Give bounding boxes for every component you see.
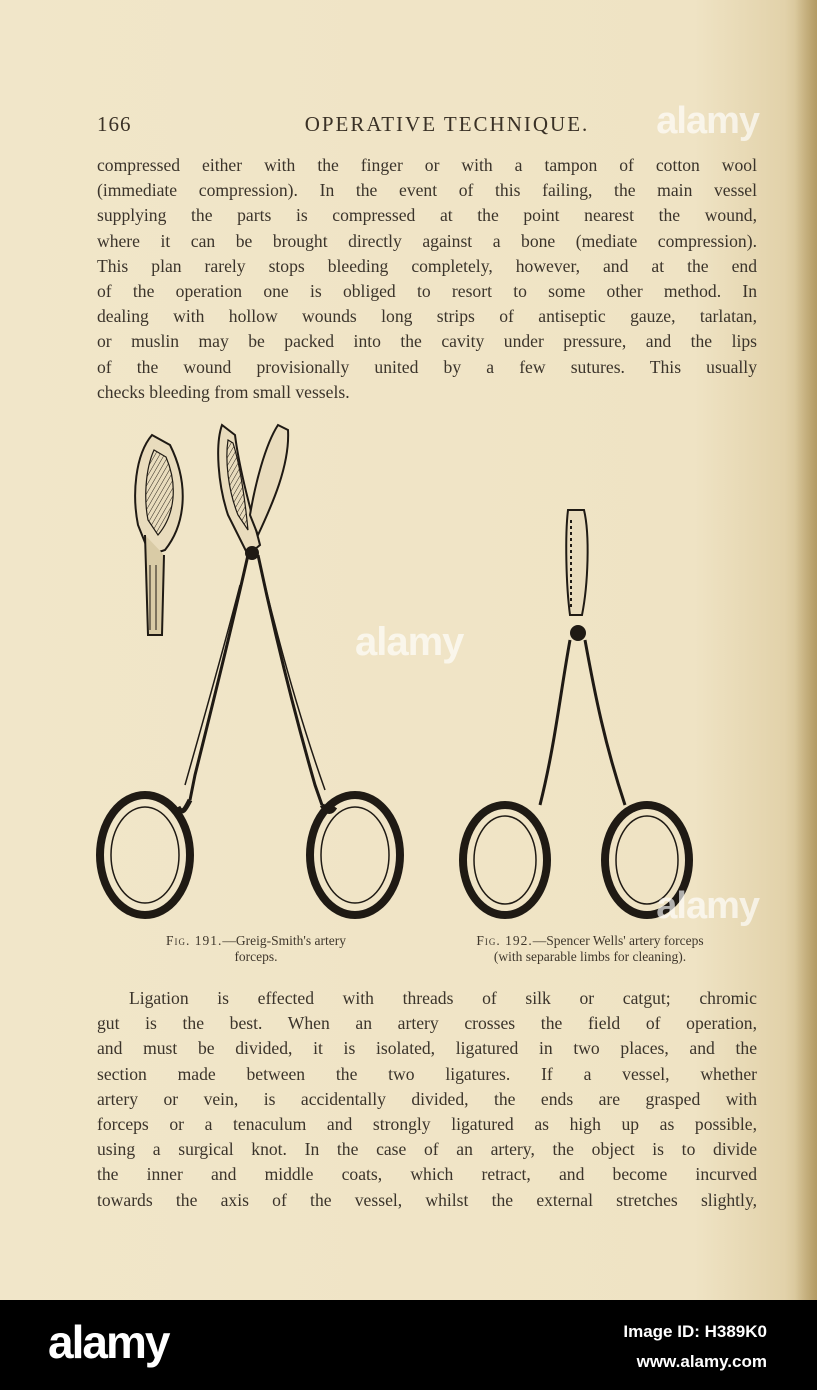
alamy-logo: alamy bbox=[48, 1316, 169, 1368]
text-line: checks bleeding from small vessels. bbox=[97, 381, 350, 402]
watermark: alamy bbox=[656, 100, 759, 142]
text-line: using a surgical knot. In the case of an artery, the object is to divide bbox=[97, 1139, 757, 1160]
watermark: alamy bbox=[355, 620, 464, 664]
text-line: and must be divided, it is isolated, ligatured in two places, and the bbox=[97, 1038, 757, 1059]
text-line: towards the axis of the vessel, whilst the external stretches slightly, bbox=[97, 1189, 757, 1210]
caption-text: —Greig-Smith's artery bbox=[222, 933, 346, 948]
text-line: gut is the best. When an artery crosses the field of operation, bbox=[97, 1013, 757, 1034]
figure-label: Fig. 191. bbox=[166, 933, 223, 948]
figure-191-caption bbox=[128, 933, 384, 965]
text-line: of the wound provisionally united by a few sutures. This usually bbox=[97, 356, 757, 377]
page-edge-shadow bbox=[795, 0, 817, 1300]
text-line: of the operation one is obliged to resort to some other method. In bbox=[97, 281, 757, 302]
spencer-wells-forceps-illustration bbox=[463, 510, 689, 915]
image-id: Image ID: H389K0 bbox=[623, 1322, 767, 1341]
stock-photo-footer bbox=[0, 1300, 817, 1390]
paragraph-2 bbox=[97, 986, 757, 1213]
footer-url: www.alamy.com bbox=[636, 1352, 767, 1371]
figure-192-caption bbox=[430, 933, 750, 965]
text-line: dealing with hollow wounds long strips of antiseptic gauze, tarlatan, bbox=[97, 306, 757, 327]
text-line: artery or vein, is accidentally divided, the ends are grasped with bbox=[97, 1088, 757, 1109]
running-title: OPERATIVE TECHNIQUE. bbox=[304, 112, 590, 136]
caption-text: —Spencer Wells' artery forceps bbox=[532, 933, 704, 948]
text-line: forceps or a tenaculum and strongly ligatured as high up as possible, bbox=[97, 1114, 757, 1135]
figure-label: Fig. 192. bbox=[476, 933, 533, 948]
text-line: compressed either with the finger or with a tampon of cotton wool bbox=[97, 155, 757, 175]
forceps-illustrations bbox=[90, 415, 730, 935]
text-line: section made between the two ligatures. If a vessel, whether bbox=[97, 1063, 757, 1084]
text-line: or muslin may be packed into the cavity under pressure, and the lips bbox=[97, 331, 757, 352]
text-line: This plan rarely stops bleeding completely, however, and at the end bbox=[97, 255, 757, 276]
page-number: 166 bbox=[97, 112, 132, 136]
caption-text: (with separable limbs for cleaning). bbox=[493, 949, 687, 964]
text-line: supplying the parts is compressed at the point nearest the wound, bbox=[97, 205, 757, 226]
text-line: the inner and middle coats, which retract, and become incurved bbox=[97, 1164, 757, 1185]
watermark: alamy bbox=[656, 885, 759, 927]
text-line: (immediate compression). In the event of this failing, the main vessel bbox=[97, 180, 757, 201]
paragraph-1 bbox=[97, 153, 757, 405]
text-line: where it can be brought directly against a bone (mediate compression). bbox=[97, 230, 757, 251]
detached-jaw-illustration bbox=[135, 435, 183, 635]
text-line: Ligation is effected with threads of silk or catgut; chromic bbox=[129, 988, 757, 1008]
caption-text: forceps. bbox=[234, 949, 278, 964]
